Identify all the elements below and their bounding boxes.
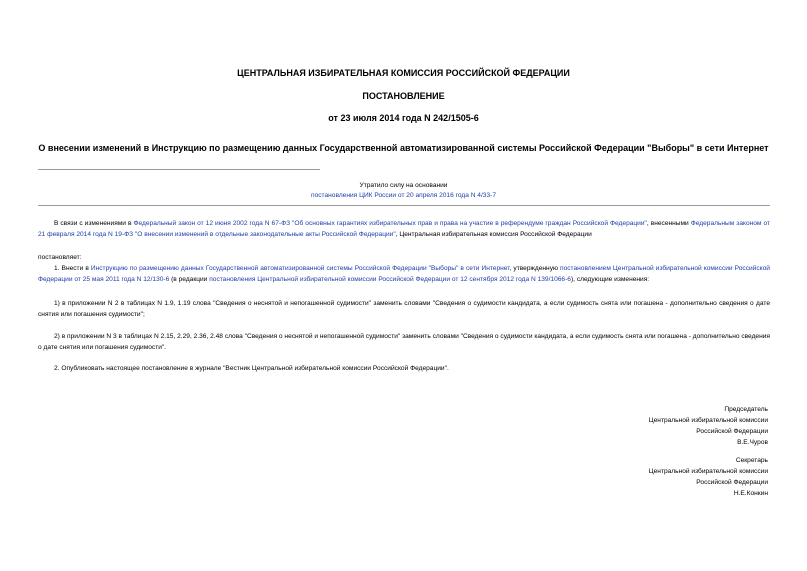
issuing-authority: ЦЕНТРАЛЬНАЯ ИЗБИРАТЕЛЬНАЯ КОМИССИЯ РОССИЙСКОЙ ФЕДЕРАЦИИ bbox=[237, 68, 570, 78]
document-date-number: от 23 июля 2014 года N 242/1505-6 bbox=[328, 113, 479, 123]
instruction-link[interactable]: Инструкцию по размещению данных Государственной автоматизированной системы Российской Федерации "Выборы" в сети Интернет bbox=[90, 265, 510, 272]
item-1-1-paragraph: 1) в приложении N 2 в таблицах N 1.9, 1.19 слова "Сведения о неснятой и непогашенной судимости" заменить словами "Сведения о судимости кандидата, а если судимость снята или погашена - дополнительно сведения о дате снятия или погашения судимости"; bbox=[38, 300, 770, 318]
federal-law-67-link[interactable]: Федеральный закон от 12 июня 2002 года N 67-ФЗ "Об основных гарантиях избирательных прав и права на участие в референдуме граждан Российской Федерации" bbox=[133, 220, 647, 227]
preamble-text-2: , внесенными bbox=[646, 220, 691, 227]
federal-law-19-link[interactable]: Федеральным законом от 21 февраля 2014 года N 19-ФЗ "О внесении изменений в отдельные законодательные акты Российской Федерации" bbox=[38, 220, 770, 238]
chairman-org-line-2: Российской Федерации bbox=[696, 428, 768, 435]
resolution-139-1066-6-link[interactable]: постановления Центральной избирательной комиссии Российской Федерации от 12 сентября 2012 года N 139/1066-6 bbox=[209, 275, 571, 283]
document-type: ПОСТАНОВЛЕНИЕ bbox=[362, 91, 445, 101]
item-1-text-3: (в редакции bbox=[169, 275, 210, 283]
item-2-paragraph: 2. Опубликовать настоящее постановление в журнале "Вестник Центральной избирательной комиссии Российской Федерации". bbox=[54, 365, 449, 372]
secretary-org-line-1: Центральной избирательной комиссии bbox=[648, 468, 768, 475]
divider-short bbox=[38, 169, 320, 170]
repeal-note: Утратило силу на основании bbox=[359, 182, 448, 189]
item-1-paragraph bbox=[38, 264, 770, 285]
item-1-text-1: 1. Внести в bbox=[54, 265, 91, 272]
document-title: О внесении изменений в Инструкцию по размещению данных Государственной автоматизированной системы Российской Федерации "Выборы" в сети Интернет bbox=[38, 143, 769, 153]
resolution-12-130-6-link[interactable]: постановлением Центральной избирательной комиссии Российской Федерации от 25 мая 2011 года N 12/130-6 bbox=[38, 265, 770, 283]
secretary-role: Секретарь bbox=[735, 457, 768, 464]
preamble-text-3: , Центральная избирательная комиссия Российской Федерации bbox=[395, 230, 592, 238]
secretary-signature-block bbox=[560, 455, 768, 499]
item-1-2-paragraph: 2) в приложении N 3 в таблицах N 2.15, 2.29, 2.36, 2.48 слова "Сведения о неснятой и непогашенной судимости" заменить словами "Сведения о судимости кандидата, а если судимость снята или погашена - дополнительно сведения о дате снятия или погашения судимости". bbox=[38, 333, 770, 351]
item-1-text-2: , утвержденную bbox=[509, 265, 560, 272]
resolves-text: постановляет: bbox=[38, 254, 82, 261]
chairman-role: Председатель bbox=[724, 406, 768, 413]
secretary-name: Н.Е.Конкин bbox=[733, 490, 768, 497]
chairman-signature-block bbox=[560, 404, 768, 448]
repeal-link[interactable]: постановления ЦИК России от 20 апреля 2016 года N 4/33-7 bbox=[311, 192, 496, 199]
repeal-link-wrap bbox=[0, 191, 807, 201]
chairman-org-line-1: Центральной избирательной комиссии bbox=[648, 417, 768, 424]
chairman-name: В.Е.Чуров bbox=[737, 439, 768, 446]
divider-full bbox=[38, 205, 770, 206]
preamble-text-1: В связи с изменениями в bbox=[54, 220, 134, 227]
secretary-org-line-2: Российской Федерации bbox=[696, 479, 768, 486]
preamble-paragraph bbox=[38, 219, 770, 240]
item-1-text-4: ), следующие изменения: bbox=[570, 275, 650, 283]
